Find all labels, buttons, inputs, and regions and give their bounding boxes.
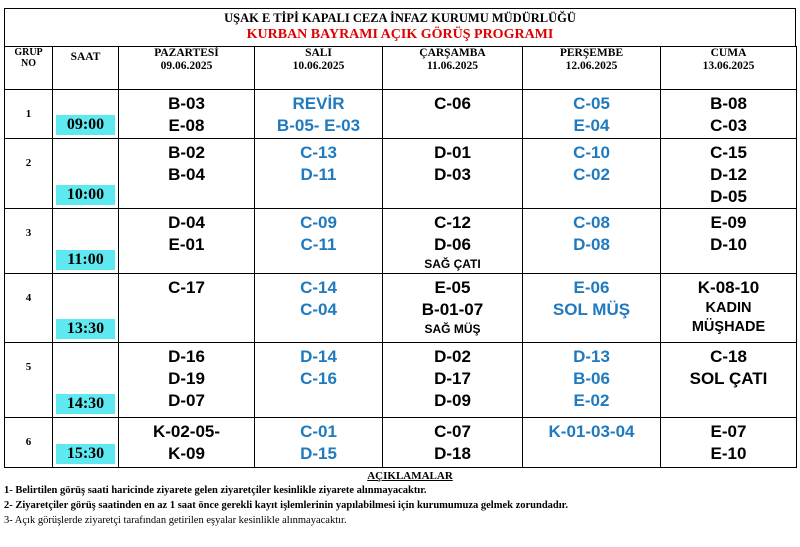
cell-line: MÜŞHADE <box>691 319 766 335</box>
cell-line: C-16 <box>300 369 337 388</box>
cell-line: D-06 <box>434 235 471 254</box>
table-row <box>5 209 797 274</box>
schedule-cell <box>661 139 797 209</box>
cell-line: D-14 <box>300 347 337 366</box>
cell-line: E-02 <box>573 391 610 410</box>
cell-line: C-08 <box>573 213 610 232</box>
notes-title: AÇIKLAMALAR <box>367 470 453 482</box>
cell-line: E-01 <box>168 235 205 254</box>
time-cell <box>53 274 119 343</box>
schedule-cell <box>255 418 383 468</box>
schedule-cell <box>661 274 797 343</box>
schedule-cell <box>255 139 383 209</box>
cell-line: C-14 <box>300 278 337 297</box>
cell-line: SAĞ ÇATI <box>424 257 481 271</box>
cell-line: C-03 <box>710 116 747 135</box>
cell-line: B-03 <box>168 94 205 113</box>
page-subtitle: KURBAN BAYRAMI AÇIK GÖRÜŞ PROGRAMI <box>246 27 554 42</box>
cell-line: C-01 <box>300 422 337 441</box>
schedule-cell <box>119 139 255 209</box>
cell-line: C-15 <box>710 143 747 162</box>
header <box>4 8 796 46</box>
note-item: 2- Ziyaretçiler görüş saatinden en az 1 saat önce gerekli kayıt işlemlerinin yapılabilmesi için kurumumuza gelmek zorundadır. <box>4 500 568 511</box>
cell-line: D-16 <box>168 347 205 366</box>
schedule-cell <box>661 90 797 139</box>
cell-line: SAĞ MÜŞ <box>424 322 481 336</box>
schedule-cell <box>383 209 523 274</box>
schedule-cell <box>255 209 383 274</box>
schedule-cell <box>119 343 255 418</box>
schedule-cell <box>383 343 523 418</box>
group-number: 3 <box>5 209 53 274</box>
cell-line: D-12 <box>710 165 747 184</box>
cell-line: C-06 <box>434 94 471 113</box>
cell-line: E-06 <box>573 278 610 297</box>
schedule-cell <box>383 139 523 209</box>
cell-line: D-08 <box>573 235 610 254</box>
column-header-time: SAAT <box>53 47 119 90</box>
column-header-day: SALI 10.06.2025 <box>255 47 383 90</box>
notes-section <box>4 470 796 528</box>
schedule-cell <box>383 418 523 468</box>
schedule-cell <box>523 274 661 343</box>
group-number: 5 <box>5 343 53 418</box>
column-header-day: ÇARŞAMBA 11.06.2025 <box>383 47 523 90</box>
cell-line: D-15 <box>300 444 337 463</box>
schedule-cell <box>255 90 383 139</box>
group-number: 6 <box>5 418 53 468</box>
cell-line: KADIN <box>705 300 752 316</box>
cell-line: D-05 <box>710 187 747 206</box>
time-cell <box>53 418 119 468</box>
schedule-cell <box>119 274 255 343</box>
cell-line: C-18 <box>710 347 747 366</box>
column-header-day: PAZARTESİ 09.06.2025 <box>119 47 255 90</box>
cell-line: D-04 <box>168 213 205 232</box>
header-row <box>5 47 797 90</box>
time-badge: 15:30 <box>56 444 115 464</box>
time-badge: 11:00 <box>56 250 115 270</box>
schedule-cell <box>523 139 661 209</box>
page-title: UŞAK E TİPİ KAPALI CEZA İNFAZ KURUMU MÜDÜRLÜĞÜ <box>224 11 576 25</box>
cell-line: D-07 <box>168 391 205 410</box>
cell-line: D-18 <box>434 444 471 463</box>
cell-line: D-11 <box>300 165 337 184</box>
cell-line: C-13 <box>300 143 337 162</box>
schedule-cell <box>255 343 383 418</box>
time-badge: 09:00 <box>56 115 115 135</box>
cell-line: K-02-05- <box>152 422 221 441</box>
cell-line: D-13 <box>573 347 610 366</box>
cell-line: C-11 <box>300 235 337 254</box>
cell-line: K-08-10 <box>697 278 760 297</box>
schedule-cell <box>523 90 661 139</box>
group-number: 2 <box>5 139 53 209</box>
cell-line: REVİR <box>292 94 345 113</box>
time-cell <box>53 139 119 209</box>
cell-line: SOL ÇATI <box>689 369 768 388</box>
cell-line: C-04 <box>300 300 337 319</box>
cell-line: D-01 <box>434 143 471 162</box>
cell-line: C-05 <box>573 94 610 113</box>
schedule-cell <box>119 90 255 139</box>
cell-line: B-01-07 <box>421 300 484 319</box>
time-badge: 14:30 <box>56 394 115 414</box>
schedule-cell <box>661 209 797 274</box>
table-row <box>5 90 797 139</box>
note-item: 3- Açık görüşlerde ziyaretçi tarafından getirilen eşyalar kesinlikle alınmayacaktır. <box>4 515 347 526</box>
cell-line: C-17 <box>168 278 205 297</box>
schedule-cell <box>383 90 523 139</box>
table-row <box>5 274 797 343</box>
column-header-day: PERŞEMBE 12.06.2025 <box>523 47 661 90</box>
group-number: 1 <box>5 90 53 139</box>
schedule-cell <box>661 343 797 418</box>
cell-line: B-06 <box>573 369 610 388</box>
cell-line: C-10 <box>573 143 610 162</box>
cell-line: E-08 <box>168 116 205 135</box>
cell-line: C-07 <box>434 422 471 441</box>
cell-line: D-03 <box>434 165 471 184</box>
cell-line: K-09 <box>168 444 205 463</box>
cell-line: C-02 <box>573 165 610 184</box>
cell-line: E-10 <box>710 444 747 463</box>
cell-line: SOL MÜŞ <box>552 300 631 319</box>
cell-line: K-01-03-04 <box>548 422 635 441</box>
schedule-table <box>4 46 797 468</box>
cell-line: C-09 <box>300 213 337 232</box>
cell-line: E-09 <box>710 213 747 232</box>
cell-line: D-17 <box>434 369 471 388</box>
schedule-cell <box>383 274 523 343</box>
cell-line: D-02 <box>434 347 471 366</box>
cell-line: E-04 <box>573 116 610 135</box>
column-header-day: CUMA 13.06.2025 <box>661 47 797 90</box>
cell-line: B-05- E-03 <box>276 116 361 135</box>
table-row <box>5 418 797 468</box>
table-row <box>5 343 797 418</box>
group-number: 4 <box>5 274 53 343</box>
cell-line: D-09 <box>434 391 471 410</box>
schedule-cell <box>523 343 661 418</box>
cell-line: B-08 <box>710 94 747 113</box>
column-header-group: GRUP NO <box>5 47 53 90</box>
schedule-cell <box>255 274 383 343</box>
cell-line: C-12 <box>434 213 471 232</box>
time-badge: 13:30 <box>56 319 115 339</box>
note-item: 1- Belirtilen görüş saati haricinde ziyarete gelen ziyaretçiler kesinlikle ziyarete alınmayacaktır. <box>4 485 427 496</box>
cell-line: D-19 <box>168 369 205 388</box>
cell-line: D-10 <box>710 235 747 254</box>
schedule-cell <box>119 418 255 468</box>
schedule-cell <box>119 209 255 274</box>
time-cell <box>53 209 119 274</box>
table-row <box>5 139 797 209</box>
schedule-cell <box>523 209 661 274</box>
cell-line: B-04 <box>168 165 205 184</box>
time-cell <box>53 343 119 418</box>
cell-line: E-07 <box>710 422 747 441</box>
time-badge: 10:00 <box>56 185 115 205</box>
time-cell <box>53 90 119 139</box>
cell-line: B-02 <box>168 143 205 162</box>
schedule-cell <box>523 418 661 468</box>
cell-line: E-05 <box>434 278 471 297</box>
schedule-cell <box>661 418 797 468</box>
